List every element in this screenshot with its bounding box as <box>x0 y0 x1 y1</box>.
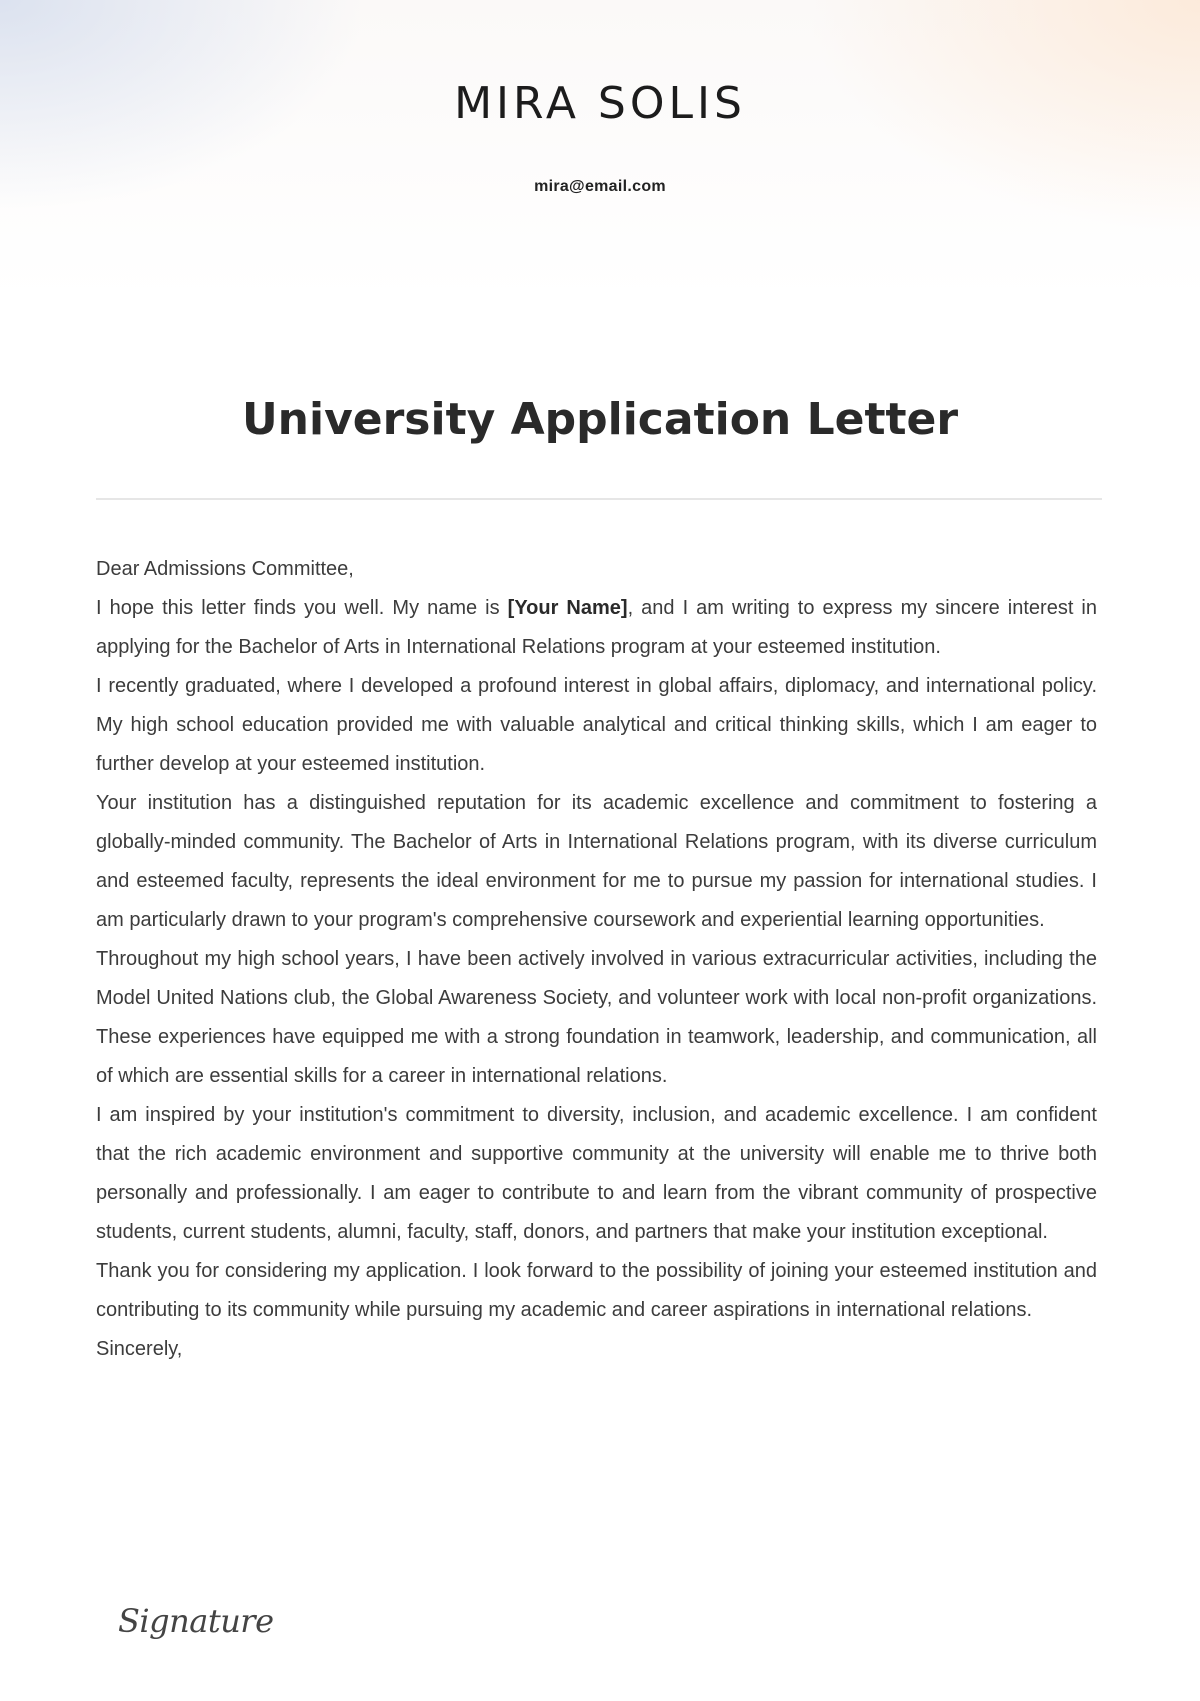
signature: Signature <box>118 1602 274 1640</box>
letter-title: University Application Letter <box>241 394 959 445</box>
paragraph-intro-text-end: , and I am writing to express my sincere interest in applying for the Bachelor of Arts in International Relations program at your esteemed institution. <box>96 597 1097 658</box>
paragraph-activities: Throughout my high school years, I have been actively involved in various extracurricular activities, including the Model United Nations club, the Global Awareness Society, and volunteer work with local non-profit organizations. These experiences have equipped me with a strong foundation in teamwork, leadership, and communication, all of which are essential skills for a career in international relations. <box>96 948 1097 1087</box>
paragraph-intro-text-start: I hope this letter finds you well. My name is <box>96 597 508 619</box>
letter-body <box>96 550 1097 1369</box>
paragraph-thanks: Thank you for considering my application. I look forward to the possibility of joining your esteemed institution and contributing to its community while pursuing my academic and career aspirations in international relations. <box>96 1260 1097 1321</box>
closing: Sincerely, <box>96 1338 183 1360</box>
sender-name: MIRA SOLIS <box>454 78 746 129</box>
your-name-placeholder: [Your Name] <box>507 597 628 619</box>
salutation: Dear Admissions Committee, <box>96 558 354 580</box>
paragraph-background: I recently graduated, where I developed a profound interest in global affairs, diplomacy, and international policy. My high school education provided me with valuable analytical and critical thinking skills, which I am eager to further develop at your esteemed institution. <box>96 675 1097 775</box>
paragraph-intro <box>96 589 1097 667</box>
paragraph-institution: Your institution has a distinguished reputation for its academic excellence and commitment to fostering a globally-minded community. The Bachelor of Arts in International Relations program, with its diverse curriculum and esteemed faculty, represents the ideal environment for me to pursue my passion for international studies. I am particularly drawn to your program's comprehensive coursework and experiential learning opportunities. <box>96 792 1097 931</box>
paragraph-inspiration: I am inspired by your institution's commitment to diversity, inclusion, and academic excellence. I am confident that the rich academic environment and supportive community at the university will enable me to thrive both personally and professionally. I am eager to contribute to and learn from the vibrant community of prospective students, current students, alumni, faculty, staff, donors, and partners that make your institution exceptional. <box>96 1104 1097 1243</box>
title-divider <box>96 498 1102 500</box>
sender-email: mira@email.com <box>534 178 666 195</box>
